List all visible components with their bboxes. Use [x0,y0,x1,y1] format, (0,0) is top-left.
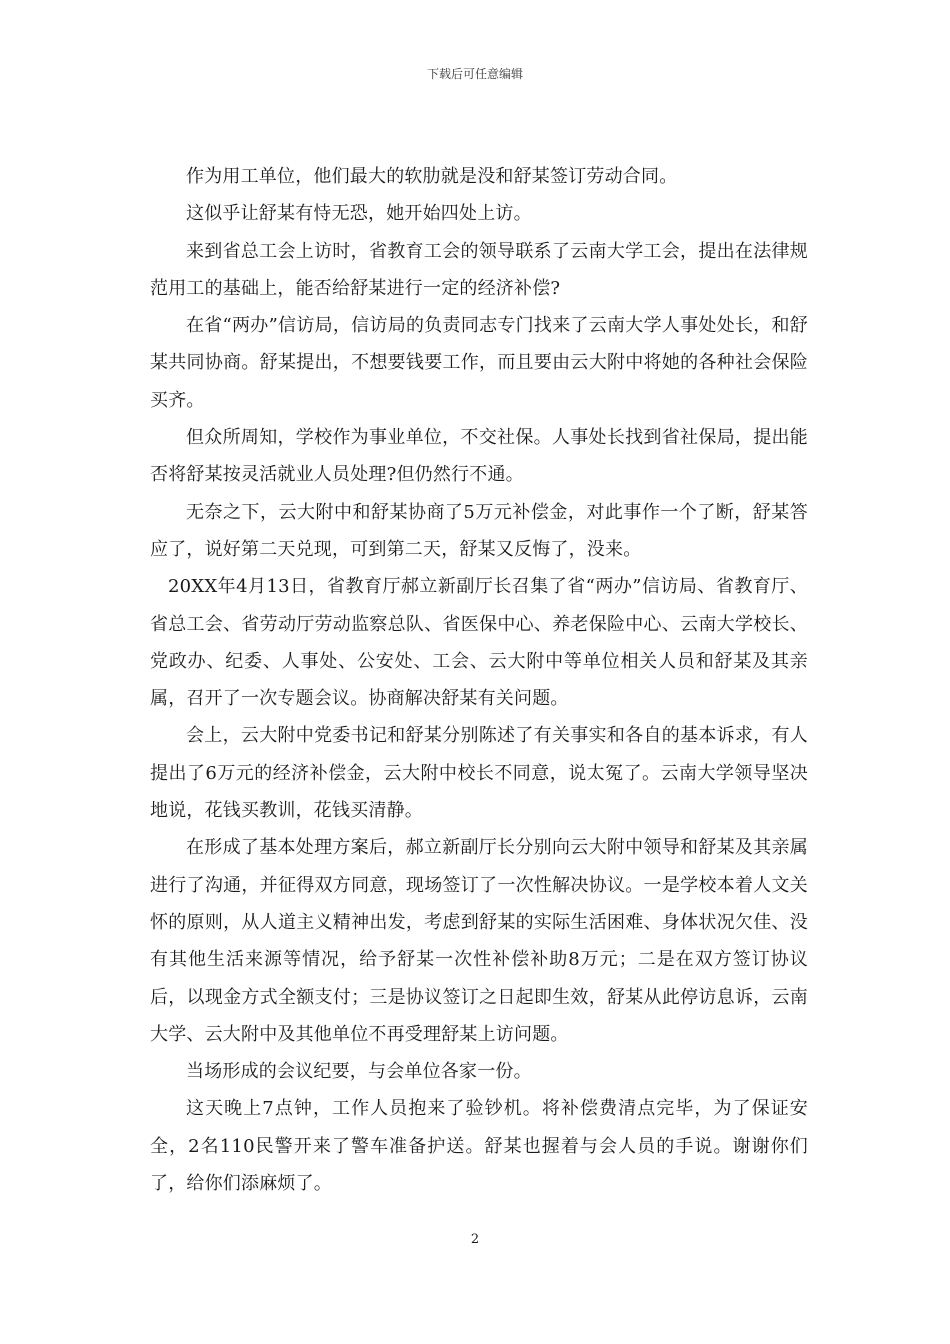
paragraph: 无奈之下，云大附中和舒某协商了5万元补偿金，对此事作一个了断，舒某答应了，说好第二天兑现，可到第二天，舒某又反悔了，没来。 [150,501,808,560]
paragraph: 但众所周知，学校作为事业单位，不交社保。人事处长找到省社保局，提出能否将舒某按灵活就业人员处理?但仍然行不通。 [150,427,808,486]
paragraph: 会上，云大附中党委书记和舒某分别陈述了有关事实和各自的基本诉求，有人提出了6万元的经济补偿金，云大附中校长不同意，说太冤了。云南大学领导坚决地说，花钱买教训，花钱买清静。 [150,725,808,822]
paragraph: 当场形成的会议纪要，与会单位各家一份。 [186,1061,532,1083]
page-number: 2 [470,1232,480,1247]
page-header-note: 下载后可任意编辑 [426,67,523,81]
paragraph: 这似乎让舒某有恃无恐，她开始四处上访。 [186,203,532,225]
paragraph: 在形成了基本处理方案后，郝立新副厅长分别向云大附中领导和舒某及其亲属进行了沟通，并征得双方同意，现场签订了一次性解决协议。一是学校本着人文关怀的原则，从人道主义精神出发，考虑到舒某的实际生活困难、身体状况欠佳、没有其他生活来源等情况，给予舒某一次性补偿补助8万元；二是在双方签订协议后，以现金方式全额支付；三是协议签订之日起即生效，舒某从此停访息诉，云南大学、云大附中及其他单位不再受理舒某上访问题。 [150,837,808,1045]
paragraph: 20XX年4月13日，省教育厅郝立新副厅长召集了省“两办”信访局、省教育厅、省总工会、省劳动厅劳动监察总队、省医保中心、养老保险中心、云南大学校长、党政办、纪委、人事处、公安处、工会、云大附中等单位相关人员和舒某及其亲属，召开了一次专题会议。协商解决舒某有关问题。 [150,576,808,710]
paragraph: 这天晚上7点钟，工作人员抱来了验钞机。将补偿费清点完毕，为了保证安全，2名110民警开来了警车准备护送。舒某也握着与会人员的手说。谢谢你们了，给你们添麻烦了。 [150,1098,808,1195]
paragraph: 在省“两办”信访局，信访局的负责同志专门找来了云南大学人事处处长，和舒某共同协商。舒某提出，不想要钱要工作，而且要由云大附中将她的各种社会保险买齐。 [150,315,808,411]
paragraph: 来到省总工会上访时，省教育工会的领导联系了云南大学工会，提出在法律规范用工的基础上，能否给舒某进行一定的经济补偿? [150,240,808,299]
paragraph: 作为用工单位，他们最大的软肋就是没和舒某签订劳动合同。 [186,166,678,187]
document-body [150,158,808,1202]
